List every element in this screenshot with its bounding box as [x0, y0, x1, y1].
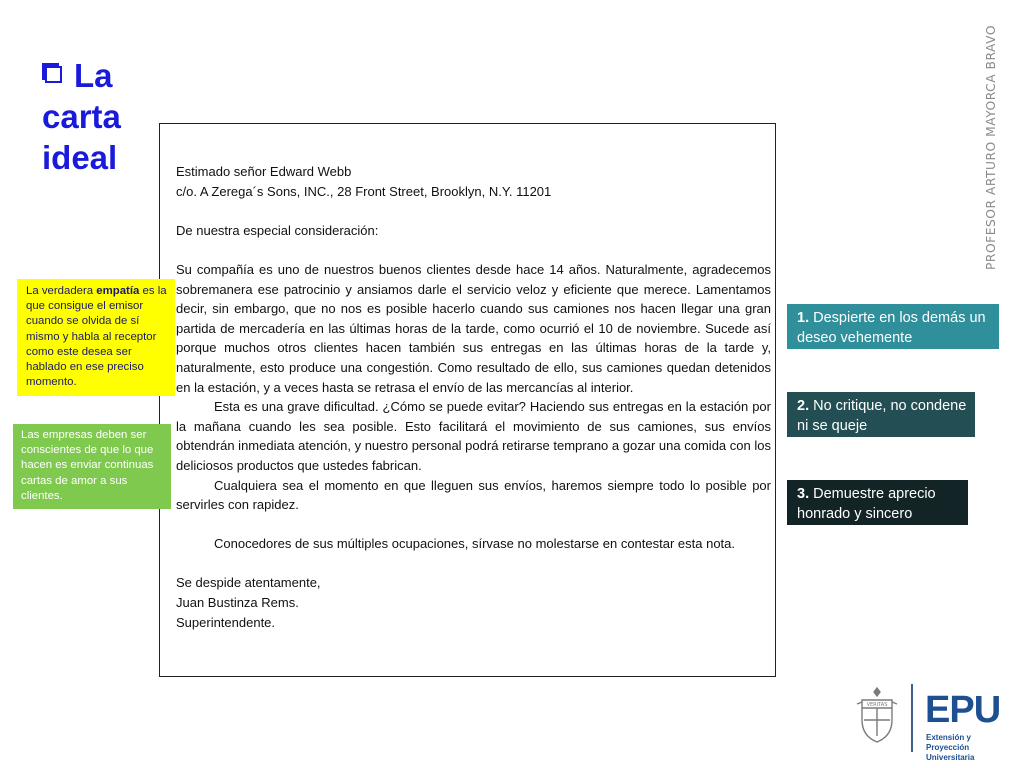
tip-3-number: 3. — [797, 486, 810, 502]
letter-paragraph-2: Esta es una grave dificultad. ¿Cómo se puede evitar? Haciendo sus entregas en la estación por la mañana cuando les sea posible. Esto facilitará el movimiento de sus camiones, sus envíos obtendrán inmediata atención, y nuestro personal podrá retirarse temprano a gozar una comida con los deliciosos productos que ustedes fabrican. — [176, 399, 771, 473]
letter-box — [159, 123, 776, 677]
logo-divider — [911, 684, 913, 752]
title-line-3: ideal — [42, 139, 118, 176]
tip-1-number: 1. — [797, 310, 810, 326]
epu-logo-subtitle — [926, 733, 1016, 763]
title-line-1: La — [74, 57, 113, 94]
tip-3-text: Demuestre aprecio honrado y sincero — [797, 486, 936, 522]
letter-paragraph-3: Cualquiera sea el momento en que lleguen sus envíos, haremos siempre todo lo posible por servirles con rapidez. — [176, 477, 771, 513]
tip-2-text: No critique, no condene ni se queje — [797, 398, 967, 434]
tip-1 — [787, 304, 999, 349]
page-title — [42, 55, 152, 178]
tip-2-number: 2. — [797, 398, 810, 414]
professor-name: PROFESOR ARTURO MAYORCA BRAVO — [984, 24, 998, 270]
letter-address: c/o. A Zerega´s Sons, INC., 28 Front Street, Brooklyn, N.Y. 11201 — [176, 183, 552, 199]
epu-logo: EPU — [925, 689, 1001, 731]
epu-subtitle-line-1: Extensión y Proyección — [926, 733, 971, 752]
tip-3 — [787, 480, 968, 525]
letter-paragraph-4: Conocedores de sus múltiples ocupaciones, sírvase no molestarse en contestar esta nota. — [214, 536, 736, 552]
epu-subtitle-line-2: Universitaria — [926, 753, 975, 762]
letter-closing: Se despide atentamente, — [176, 575, 321, 591]
letter-salutation: De nuestra especial consideración: — [176, 222, 379, 238]
companies-note: Las empresas deben ser conscientes de que lo que hacen es enviar continuas cartas de amor a sus clientes. — [13, 424, 171, 509]
tip-1-text: Despierte en los demás un deseo vehemente — [797, 310, 986, 346]
letter-paragraph-1: Su compañía es uno de nuestros buenos clientes desde hace 14 años. Naturalmente, agradecemos sobremanera ese patrocinio y ansiamos darle el servicio veloz y eficiente que merece. Lamentamos decir, sin embargo, que no nos es posible hacerlo cuando sus camiones nos hacen llegar una gran partida de mercadería en las últimas horas de la tarde, como ocurrió el 10 de noviembre. Sucede así porque muchos otros clientes hacen también sus entregas en las últimas horas de la tarde y, naturalmente, esto produce una congestión. Como resultado de ello, sus camiones quedan detenidos en la estación, y a veces hasta se retrasa el envío de las mercancías al interior. — [176, 261, 771, 395]
letter-greeting: Estimado señor Edward Webb — [176, 164, 352, 179]
university-crest-icon — [854, 686, 900, 744]
letter-signature-name: Juan Bustinza Rems. — [176, 595, 299, 611]
empathy-note-bold: empatía — [96, 285, 140, 297]
empathy-note-text-1: La verdadera — [26, 285, 97, 297]
empathy-note — [17, 279, 175, 396]
letter-signature-title: Superintendente. — [176, 614, 276, 630]
empathy-note-text-2: es la que consigue el emisor cuando se olvida de sí mismo y habla al receptor como este desea ser hablado en ese preciso momento. — [26, 285, 167, 389]
title-line-2: carta — [42, 98, 121, 135]
tip-2 — [787, 392, 975, 437]
svg-text:VERITAS: VERITAS — [866, 702, 888, 708]
checkbox-bullet-icon — [42, 63, 64, 85]
